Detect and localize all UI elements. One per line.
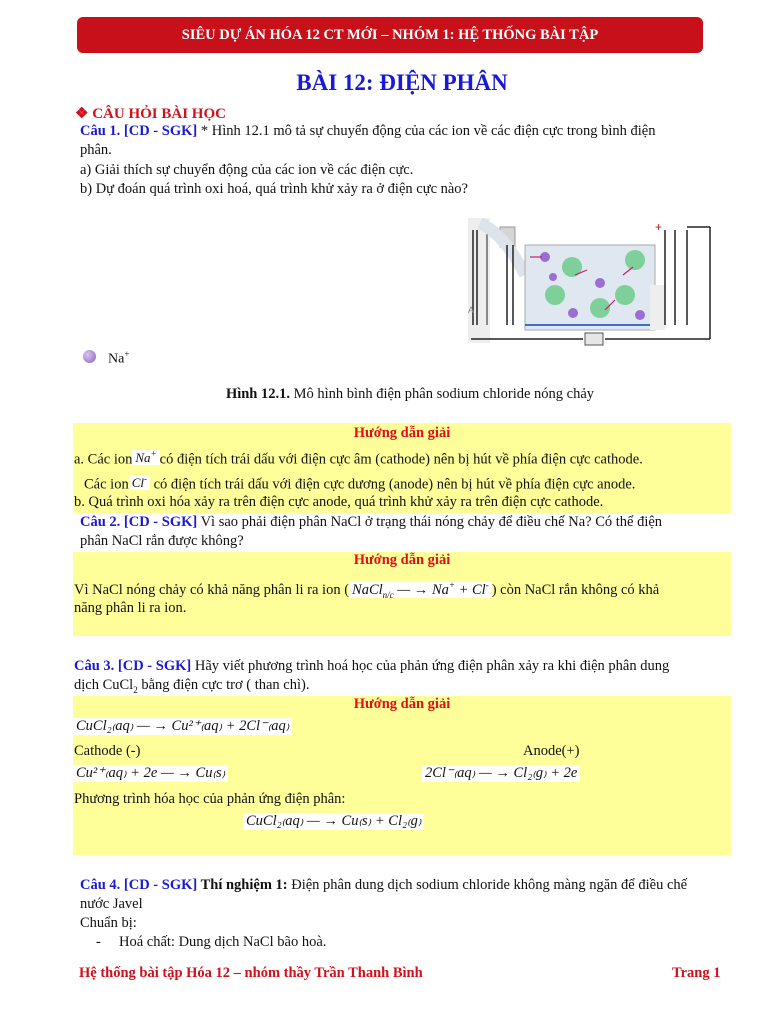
q4-line1 xyxy=(80,877,687,894)
q1-line2: phân. xyxy=(80,142,112,158)
anode-equation: 2Cl⁻₍aq₎ — → Cl₂₍g₎ + 2e xyxy=(422,765,580,782)
q2-tag: Câu 2. [CD - SGK] xyxy=(80,514,198,530)
page-number: Trang 1 xyxy=(672,965,721,981)
q1-text: * Hình 12.1 mô tả sự chuyển động của các ion về các điện cực trong bình điện xyxy=(197,123,656,139)
section-label: CÂU HỎI BÀI HỌC xyxy=(92,106,226,122)
na-ion-2 xyxy=(595,278,605,288)
q4-item1: Hoá chất: Dung dịch NaCl bão hoà. xyxy=(119,934,327,950)
a2-l1-pre: Vì NaCl nóng chảy có khả năng phân li ra ion ( xyxy=(74,581,350,598)
cathode-label: Cathode (-) xyxy=(74,743,141,759)
answer1-line3: b. Quá trình oxi hóa xảy ra trên điện cực anode, quá trình khử xảy ra trên điện cực cathode. xyxy=(74,494,604,510)
footer-left: Hệ thống bài tập Hóa 12 – nhóm thầy Trần Thanh Bình xyxy=(79,965,423,981)
diamond-bullet-icon: ❖ xyxy=(75,106,89,122)
na-ion-3 xyxy=(568,308,578,318)
q2-line1 xyxy=(80,514,662,531)
answer2-heading: Hướng dẫn giải xyxy=(353,552,451,568)
q3-line2: dịch CuCl$_2$ bằng điện cực trơ ( than chì). xyxy=(74,677,310,695)
q4-experiment: Thí nghiệm 1: xyxy=(197,877,288,893)
a1-l2-post: có điện tích trái dấu với điện cực dương (anode) nên bị hút về phía điện cực anode. xyxy=(150,476,636,493)
q3-tag: Câu 3. [CD - SGK] xyxy=(74,658,192,674)
dissociation-equation: CuCl₂₍aq₎ — → Cu²⁺₍aq₎ + 2Cl⁻₍aq₎ xyxy=(73,718,292,735)
anode-label: Anode(+) xyxy=(523,743,580,759)
answer3-heading: Hướng dẫn giải xyxy=(353,696,451,712)
caption-text: Mô hình bình điện phân sodium chloride nóng chảy xyxy=(290,386,595,402)
q4-prep: Chuẩn bị: xyxy=(80,915,137,931)
lesson-title: BÀI 12: ĐIỆN PHÂN xyxy=(296,70,508,95)
nacl-equation: NaCl$_{n/c}$ — → Na+ + Cl- xyxy=(349,582,492,598)
answer1-line1 xyxy=(74,449,643,468)
q4-line2: nước Javel xyxy=(80,896,143,912)
q4-text: Điện phân dung dịch sodium chloride không màng ngăn để điều chế xyxy=(287,877,688,893)
q4-dash: - xyxy=(96,934,101,950)
overall-equation: CuCl₂₍aq₎ — → Cu₍s₎ + Cl₂₍g₎ xyxy=(243,813,424,830)
na-legend-sup: + xyxy=(124,349,130,359)
cl-ion-1 xyxy=(562,257,582,277)
cl-ion-5 xyxy=(615,285,635,305)
q2-line2: phân NaCl rắn được không? xyxy=(80,533,244,549)
cl-ion-formula: Cl- xyxy=(129,475,150,490)
overall-label: Phương trình hóa học của phản ứng điện phân: xyxy=(74,791,346,807)
cl-ion-3 xyxy=(545,285,565,305)
a2-l1-post: ) còn NaCl rắn không có khả xyxy=(491,581,660,598)
battery-icon xyxy=(585,333,603,345)
na-ion-4 xyxy=(635,310,645,320)
figure-caption xyxy=(0,386,768,403)
answer1-heading: Hướng dẫn giải xyxy=(353,425,451,441)
plus-label: + xyxy=(655,220,663,234)
na-legend-label xyxy=(108,349,129,368)
q1-part-b: b) Dự đoán quá trình oxi hoá, quá trình khử xảy ra ở điện cực nào? xyxy=(80,181,468,197)
na-legend-text: Na xyxy=(108,351,125,367)
section-heading xyxy=(75,104,226,123)
right-electrode-bg xyxy=(650,285,665,330)
q1-part-a: a) Giải thích sự chuyển động của các ion về các điện cực. xyxy=(80,162,414,178)
q4-tag: Câu 4. [CD - SGK] xyxy=(80,877,198,893)
a1-l1-pre: a. Các ion xyxy=(74,451,133,468)
cl-ion-2 xyxy=(625,250,645,270)
na-ion-formula: Na+ xyxy=(132,450,159,465)
q1-line1 xyxy=(80,123,655,140)
q2-text: Vì sao phải điện phân NaCl ở trạng thái nóng chảy để điều chế Na? Có thể điện xyxy=(197,514,663,530)
cathode-equation: Cu²⁺₍aq₎ + 2e — → Cu₍s₎ xyxy=(73,765,228,782)
answer2-line1 xyxy=(74,580,659,600)
header-banner: SIÊU DỰ ÁN HÓA 12 CT MỚI – NHÓM 1: HỆ THỐNG BÀI TẬP xyxy=(77,17,703,53)
answer2-line2: năng phân li ra ion. xyxy=(74,600,187,616)
electrolysis-figure xyxy=(465,215,720,350)
q3-line1 xyxy=(74,658,669,675)
caption-number: Hình 12.1. xyxy=(225,386,290,402)
answer1-line2 xyxy=(84,474,635,493)
na-ion-legend-icon xyxy=(83,350,96,363)
na-ion-5 xyxy=(549,273,557,281)
anode-letter: A xyxy=(468,305,475,315)
a1-l1-post: có điện tích trái dấu với điện cực âm (cathode) nên bị hút về phía điện cực cathode. xyxy=(159,451,643,468)
a1-l2-pre: Các ion xyxy=(84,476,129,493)
q3-text: Hãy viết phương trình hoá học của phản ứng điện phân xảy ra khi điện phân dung xyxy=(191,658,670,674)
q1-tag: Câu 1. [CD - SGK] xyxy=(80,123,198,139)
